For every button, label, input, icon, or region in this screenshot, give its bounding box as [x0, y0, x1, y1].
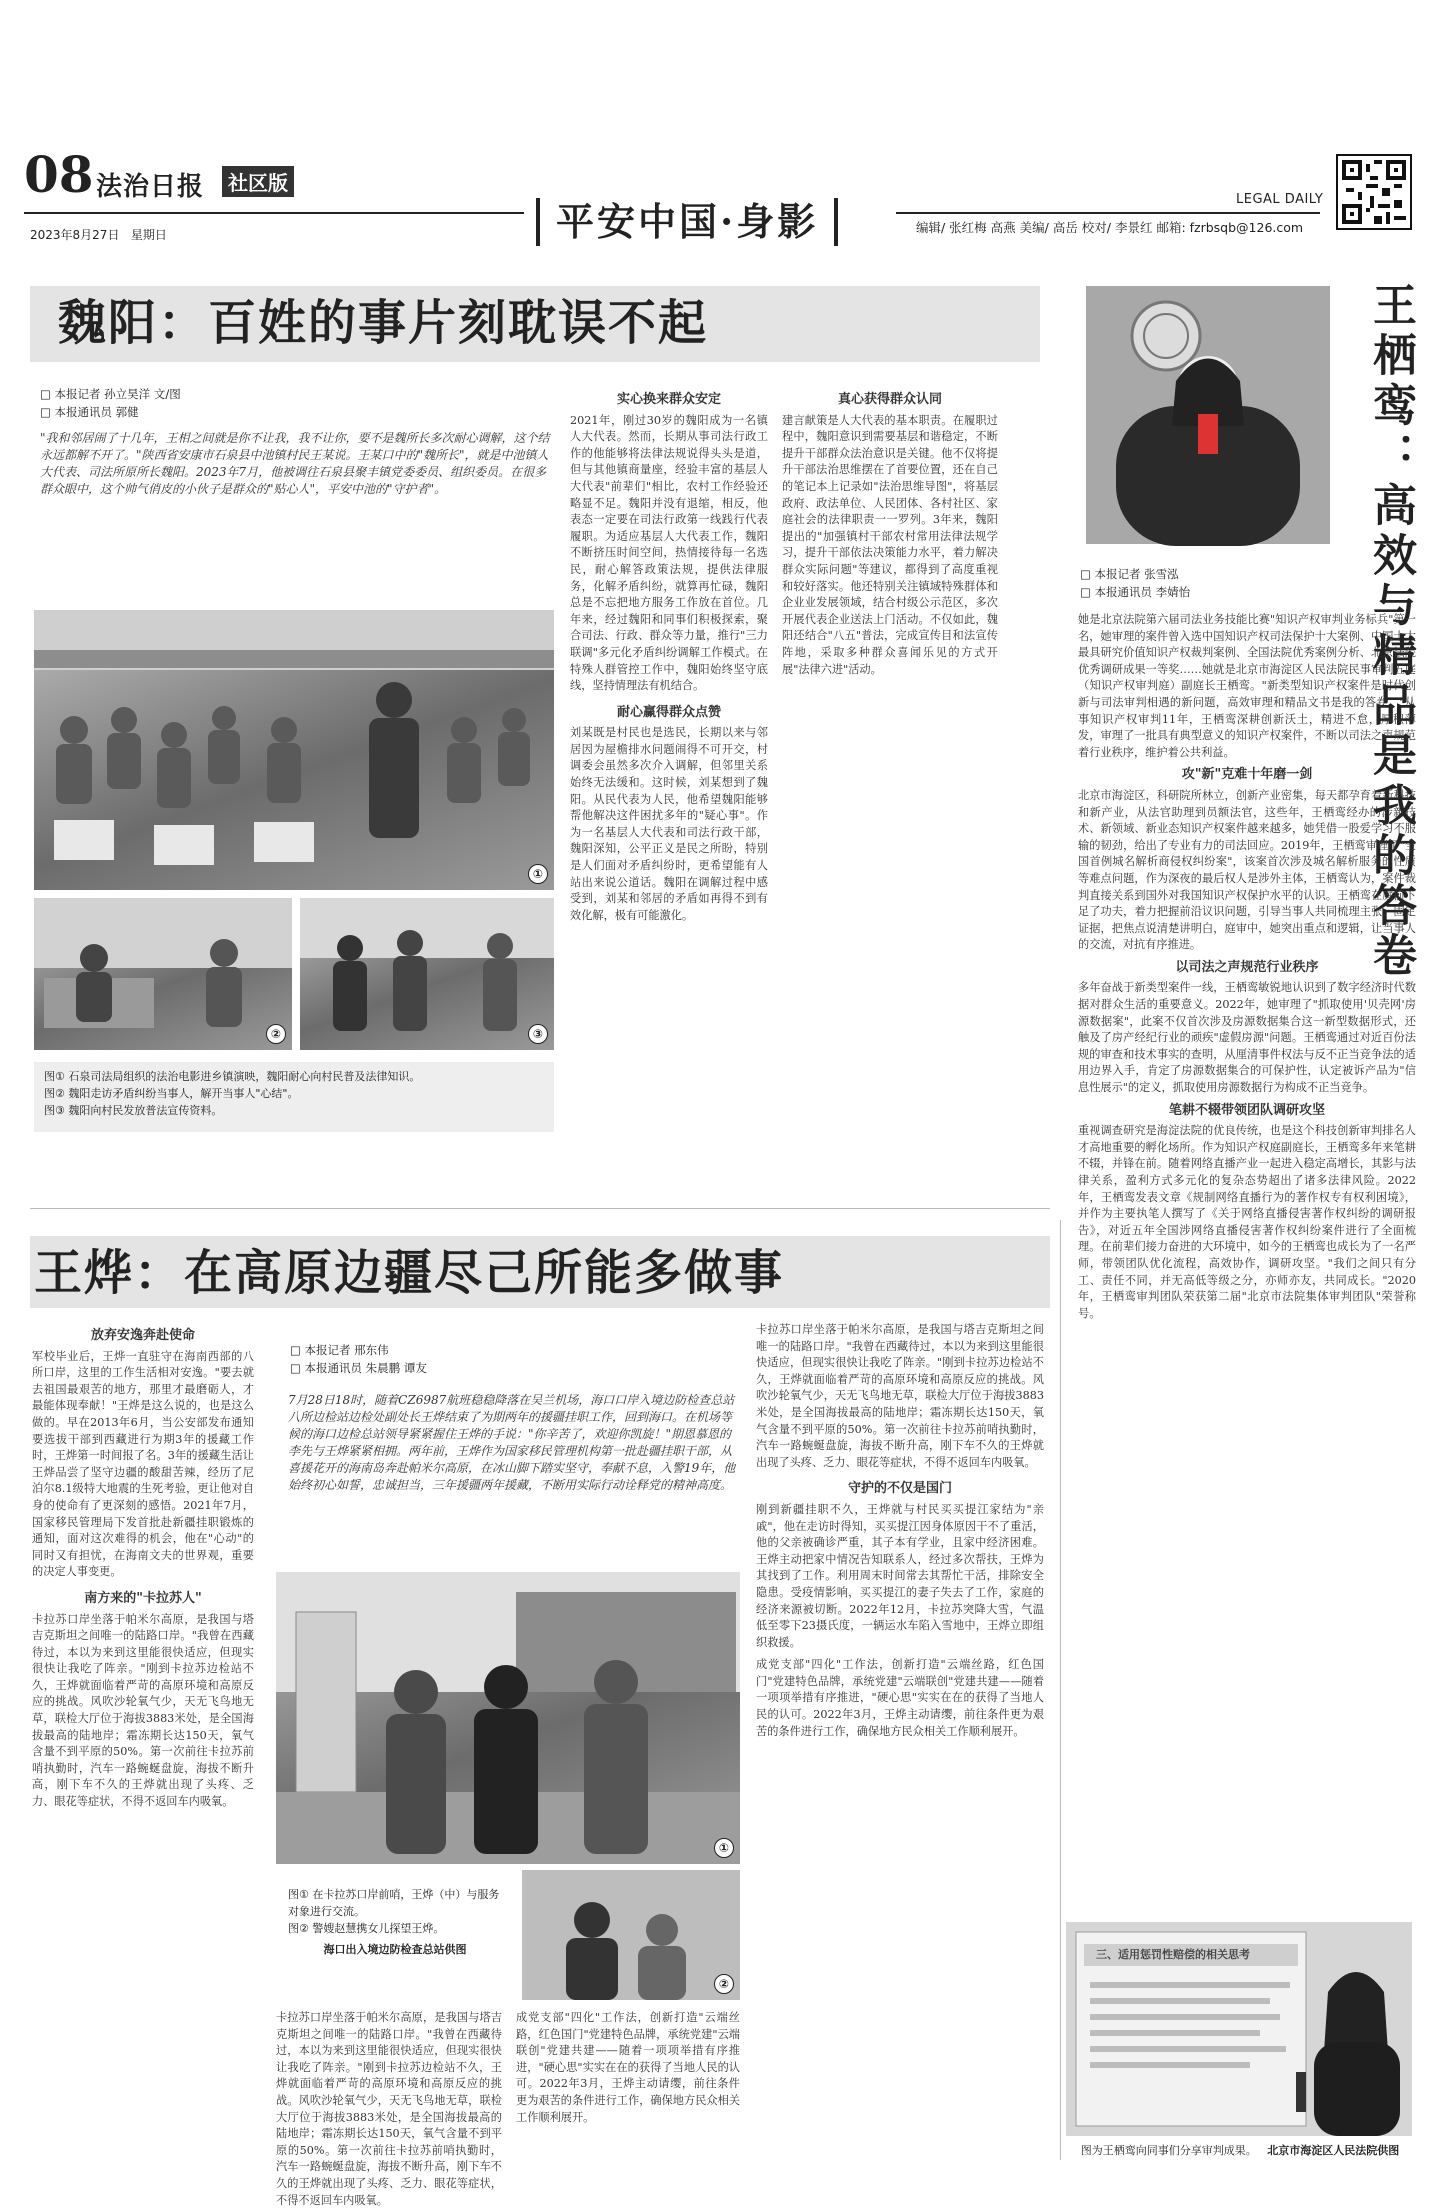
article2-correspondent: □ 本报通讯员 朱晨鹏 谭友	[290, 1361, 427, 1375]
page-number: 08	[24, 145, 94, 204]
article2-section-title: 南方来的"卡拉苏人"	[84, 1590, 202, 1606]
caption-1: 图① 在卡拉苏口岸前哨，王烨（中）与服务对象进行交流。	[288, 1888, 500, 1918]
photo-number-1: ①	[528, 864, 548, 884]
article1-section-body: 刘某既是村民也是选民，长期以来与邻居因为屋檐排水问题闹得不可开交，村调委会虽然多次介入调解，但邻里关系始终无法缓和。这时候，刘某想到了魏阳。从民代表为人民，他希望魏阳能够帮他解决这件困扰多年的"疑心事"。作为一名基层人大代表和司法行政干部，魏阳深知，公平正义是民之所盼，特别是人们面对矛盾纠纷时，更希望能有人站出来说公道话。魏阳在调解过程中感受到，刘某和邻居的矛盾如再得不到有效化解，极有可能激化。	[570, 726, 768, 922]
masthead-rule-right	[896, 212, 1320, 214]
masthead-rule-left	[24, 212, 524, 214]
article2-section-body: 卡拉苏口岸坐落于帕米尔高原，是我国与塔吉克斯坦之间唯一的陆路口岸。"我曾在西藏待过，本以为来到这里能很快适应，但现实很快让我吃了阵亲。"刚到卡拉苏边检站不久，王烨就面临着严苛的高原环境和高原反应的挑战。风吹沙轮氧气少，天无飞鸟地无草，联检大厅位于海拔3883米处，是全国海拔最高的陆地岸；霜冻期长达150天，氧气含量不到平原的50%。第一次前往卡拉苏前哨执勤时，汽车一路蜿蜒盘旋，海拔不断升高，刚下车不久的王烨就出现了头疼、乏力、眼花等症状，不得不返回车内吸氧。	[756, 1323, 1044, 1469]
article2-section-body: 刚到新疆挂职不久，王烨就与村民买买提江家结为"亲戚"，他在走访时得知，买买提江因身体原因干不了重活，他的父亲被确诊严重，其子本有学业，且家中经济困难。王烨主动把家中情况告知联系人，经过多次帮扶，王烨为其找到了工作。利用周末时间常去其帮忙干活，排除安全隐患。受疫情影响，买买提江的妻子失去了工作，家庭的经济来源被切断。2022年12月，卡拉苏突降大雪，气温低至零下23摄氏度，一辆运水车陷入雪地中，王烨立即组织救援。	[756, 1502, 1044, 1649]
article1-column-1	[570, 386, 768, 1128]
article3-correspondent: □ 本报通讯员 李婧怡	[1080, 585, 1191, 599]
article3-photo	[1066, 1922, 1412, 2136]
article3-caption-line: 图为王栖鸾向同事们分享审判成果。 北京市海淀区人民法院供图	[1080, 2144, 1400, 2157]
article1-correspondent: □ 本报通讯员 郭健	[40, 405, 139, 419]
paper-name: 法治日报	[96, 172, 205, 202]
article2-lead: 7月28日18时，随着CZ6987航班稳稳降落在吴兰机场，海口口岸入境边防检查总站八所边检站边检处副处长王烨结束了为期两年的援疆挂职工作，回到海口。在机场等候的海口边检总站领导紧紧握住王烨的手说："你辛苦了，欢迎你凯旋！"期恩慕恩的李先与王烨紧紧相拥。两年前，王烨作为国家移民管理机构第一批赴疆挂职干部，从喜援花开的海南岛奔赴帕米尔高原，在冰山脚下踏实坚守，奉献不息，入警19年，他始终初心如誓，忠诚担当，三年援疆两年援藏，不断用实际行动诠释党的精神高度。	[288, 1393, 736, 1492]
editors-line: 编辑/ 张红梅 高燕 美编/ 高岳 校对/ 李景红 邮箱: fzrbsqb@126.com	[916, 220, 1304, 235]
article3-section-body: 重视调查研究是海淀法院的优良传统，也是这个科技创新审判排名人才高地重要的孵化场所。作为知识产权庭副庭长，王栖鸾多年来笔耕不辍，并锋在前。随着网络直播产业一起进入稳定高增长，其影与法律关系，盈利方式多元化的复杂态势超出了诸多法律风险。2022年，王栖鸾发表文章《规制网络直播行为的著作权专有权利困境》，并作为主要执笔人撰写了《关于网络直播侵害著作权纠纷的调研报告》，对近五年全国涉网络直播侵害著作权纠纷案件进行了全面梳理。在前辈们接力奋进的大环境中，如今的王栖鸾也成长为了一名严师，带领团队优化流程，高效协作，调研攻坚。"我们之间只有分工、责任不同，并无高低等级之分，亦师亦友，共同成长。"2020年，王栖鸾审判团队荣获第二届"北京市法院集体审判团队"荣誉称号。	[1078, 1124, 1416, 1320]
article3-intro: 她是北京法院第六届司法业务技能比赛"知识产权审判业务标兵"第一名，她审理的案件曾入选中国知识产权司法保护十大案例、中国十大最具研究价值知识产权裁判案例、全国法院优秀案例分析、北京法院优秀调研成果一等奖……她就是北京市海淀区人民法院民事审判五庭（知识产权审判庭）副庭长王栖鸾。"新类型知识产权案件是时代创新与司法审判相遇的新问题，高效审理和精品文书是我的答卷。"从事知识产权审判11年，王栖鸾深耕创新沃土，精进不怠，厚积薄发，审理了一批具有典型意义的知识产权案件，不断以司法之声规范着行业秩序，维护着公共利益。	[1078, 613, 1416, 759]
article2-column-3: 卡拉苏口岸坐落于帕米尔高原，是我国与塔吉克斯坦之间唯一的陆路口岸。"我曾在西藏待过，本以为来到这里能很快适应，但现实很快让我吃了阵亲。"刚到卡拉苏边检站不久，王烨就面临着严苛的高原环境和高原反应的挑战。风吹沙轮氧气少，天无飞鸟地无草，联检大厅位于海拔3883米处，是全国海拔最高的陆地岸；霜冻期长达150天，氧气含量不到平原的50%。第一次前往卡拉苏前哨执勤时，汽车一路蜿蜒盘旋，海拔不断升高，刚下车不久的王烨就出现了头疼、乏力、眼花等症状，不得不返回车内吸氧。 守护的不仅是国门 刚到新疆挂职不久，王烨就与村民买买提江家结为"亲戚"，他在走访时得知，买买提江因身体原因干不了重活，他的父亲被确诊严重，其子本有学业，且家中经济困难。王烨主动把家中情况告知联系人，经过多次帮扶，王烨为其找到了工作。利用周末时间常去其帮忙干活，排除安全隐患。受疫情影响，买买提江的妻子失去了工作，家庭的经济来源被切断。2022年12月，卡拉苏突降大雪，气温低至零下23摄氏度，一辆运水车陷入雪地中，王烨立即组织救援。 成党支部"四化"工作法，创新打造"云端丝路，红色国门"党建特色品牌，承统党建"云端联创"党建共建——随着一项项举措有序推进，"硬心思"实实在在的获得了当地人民的认可。2022年3月，王烨主动请缨，前往条件更为艰苦的条件进行工作，确保地方民众相关工作顺利展开。	[756, 1323, 1044, 1738]
article2-section-title: 放弃安逸奔赴使命	[90, 1328, 195, 1343]
slide-heading: 三、适用惩罚性赔偿的相关思考	[1096, 1948, 1250, 1961]
article3-vertical-title: 王栖鸾：高效与精品是我的答卷	[1365, 282, 1416, 982]
article2-headline: 王烨：在高原边疆尽己所能多做事	[34, 1245, 785, 1301]
article2-section-body: 卡拉苏口岸坐落于帕米尔高原，是我国与塔吉克斯坦之间唯一的陆路口岸。"我曾在西藏待过，本以为来到这里能很快适应，但现实很快让我吃了阵亲。"刚到卡拉苏边检站不久，王烨就面临着严苛的高原环境和高原反应的挑战。风吹沙轮氧气少，天无飞鸟地无草，联检大厅位于海拔3883米处，是全国海拔最高的陆地岸；霜冻期长达150天，氧气含量不到平原的50%。第一次前往卡拉苏前哨执勤时，汽车一路蜿蜒盘旋，海拔不断升高，刚下车不久的王烨就出现了头疼、乏力、眼花等症状，不得不返回车内吸氧。	[32, 1612, 254, 1809]
article1-section-title: 真心获得群众认同	[837, 392, 942, 407]
article1-section-title: 耐心赢得群众点赞	[616, 704, 721, 720]
article1-column-2	[782, 386, 998, 1128]
article3-reporter: □ 本报记者 张雪泓	[1080, 567, 1179, 581]
article2-photo-2	[522, 1870, 740, 2000]
article1-reporter: □ 本报记者 孙立昊洋 文/图	[40, 387, 181, 401]
article3-section-title: 笔耕不辍带领团队调研攻坚	[1168, 1102, 1325, 1118]
article2-photo-1	[276, 1572, 740, 1864]
caption-3: 图③ 魏阳向村民发放普法宣传资料。	[44, 1104, 223, 1117]
photo-number-3: ③	[528, 1024, 548, 1044]
issue-date: 2023年8月27日 星期日	[30, 228, 167, 242]
article1-lead: "我和邻居闹了十几年，王相之间就是你不让我，我不让你，要不是魏所长多次耐心调解，这个结永远都解不开了。"陕西省安康市石泉县中池镇村民王某说。王某口中的"魏所长"，就是中池镇人大代表、司法所原所长魏阳。2023年7月，他被调往石泉县聚丰镇党委委员、组织委员。在很多群众眼中，这个帅气俏皮的小伙子是群众的"贴心人"，平安中池的"守护者"。	[40, 431, 550, 496]
article3-section-title: 以司法之声规范行业秩序	[1175, 959, 1319, 975]
article1-headline: 魏阳：百姓的事片刻耽误不起	[58, 295, 709, 351]
article3-section-body: 多年奋战于新类型案件一线，王栖鸾敏锐地认识到了数字经济时代数据对群众生活的重要意义。2022年，她审理了"抓取使用'贝壳网'房源数据案"，此案不仅首次涉及房源数据集合这一新型数据形式，还触及了房产经纪行业的顽疾"虚假房源"问题。王栖鸾通过对近百份法规的审查和技术事实的查明，从厘清事件权法与反不正当竞争法的适用边界入手，肯定了房源数据集合的可保护性，认定被诉产品为"信息性展示"的定义，抓取使用房源数据行为构成不正当竞争。	[1078, 981, 1416, 1095]
article1-photo-3	[300, 898, 554, 1050]
article1-photo-1	[34, 610, 554, 890]
article2-tail-right: 成党支部"四化"工作法，创新打造"云端丝路，红色国门"党建特色品牌，承统党建"云端联创"党建共建——随着一项项举措有序推进，"硬心思"实实在在的获得了当地人民的认可。2022年3月，王烨主动请缨，前往条件更为艰苦的条件进行工作，确保地方民众相关工作顺利展开。	[516, 2011, 740, 2124]
article3-section-body: 北京市海淀区，科研院所林立，创新产业密集，每天都孕育着新科技和新产业，从法官助理到员额法官，这些年，王栖鸾经办的涉新技术、新领域、新业态知识产权案件越来越多，她凭借一股爱学习不服输的韧劲，给出了专业有力的司法回应。2019年，王栖鸾审理了"全国首例城名解析商侵权纠纷案"，该案首次涉及城名解析服务的性质等难点问题，作为深夜的最后权人是涉外主体，王栖鸾认为，案件裁判直接关系到国外对我国知识产权保护水平的认识。王栖鸾在庭前下足了功夫，着力把握前沿议识问题，引导当事人共同梳理主张、固定证据，把焦点说清楚讲明白，庭审中，她突出重点和逻辑，让当事人的交流，对抗有序推进。	[1078, 788, 1416, 952]
article2-column-1	[32, 1322, 254, 2158]
edition-badge: 社区版	[222, 166, 294, 197]
article2-section-body: 军校毕业后，王烨一直驻守在海南西部的八所口岸，这里的工作生活相对安逸。"要去就去祖国最艰苦的地方，那里才最磨砺人，才最能体现奉献！"王烨是这么说的，也是这么做的。早在2013年6月，当公安部发布通知要选拔干部到西藏进行为期3年的援藏工作时，王烨第一时间报了名。3年的援藏生活让王烨品尝了坚守边疆的酸甜苦辣，经历了尼泊尔8.1级特大地震的生死考验，更让他对自身的使命有了更深刻的感悟。2021年7月，国家移民管理局下发首批赴新疆挂职锻炼的通知，面对这次难得的机会，他在"心动"的同时又有担忧，在海南文夫的世界观，重要的决定人事变更。	[32, 1349, 254, 1579]
photo-number-2: ②	[714, 1974, 734, 1994]
article1-section-body: 2021年，刚过30岁的魏阳成为一名镇人大代表。然而，长期从事司法行政工作的他能够将法律法规说得头头是道，但与其他镇商量座，经验丰富的基层人大代表"前辈们"相比，农村工作经验还略显不足。魏阳并没有退缩，相反，他表态一定要在司法行政第一线践行代表履职。为适应基层人大代表工作，魏阳不断挤压时间空间，热情接待每一名选民，耐心解答政策法规，提供法律服务，化解矛盾纠纷，就算再忙碌，魏阳总是不忘把地方服务工作放在首位。几年来，经过魏阳和同事们积极探索，聚合司法、行政、群众等力量，推行"三力联调"多元化矛盾纠纷调解工作模式。在特殊人群管控工作中，魏阳始终坚守底线，坚持情理法有机结合。	[570, 413, 768, 693]
article1-photo-2	[34, 898, 292, 1050]
caption-2: 图② 警嫂赵慧携女儿探望王烨。	[288, 1922, 445, 1935]
qr-code-icon	[1336, 154, 1412, 230]
photo-number-1: ①	[714, 1838, 734, 1858]
channel-title: 平安中国·身影	[536, 198, 838, 246]
photo-number-2: ②	[266, 1024, 286, 1044]
article2-section-title: 守护的不仅是国门	[847, 1481, 952, 1497]
article3-section-title: 攻"新"克难十年磨一剑	[1181, 767, 1313, 783]
caption-1: 图① 石泉司法局组织的法治电影进乡镇演映，魏阳耐心向村民普及法律知识。	[44, 1070, 421, 1083]
article2-captions	[278, 1880, 512, 1990]
article2-reporter: □ 本报记者 邢东伟	[290, 1343, 389, 1357]
article1-section-title: 实心换来群众安定	[616, 392, 721, 407]
article2-tail-left: 卡拉苏口岸坐落于帕米尔高原，是我国与塔吉克斯坦之间唯一的陆路口岸。"我曾在西藏待过，本以为来到这里能很快适应，但现实很快让我吃了阵亲。"刚到卡拉苏边检站不久，王烨就面临着严苛的高原环境和高原反应的挑战。风吹沙轮氧气少，天无飞鸟地无草，联检大厅位于海拔3883米处，是全国海拔最高的陆地岸；霜冻期长达150天，氧气含量不到平原的50%。第一次前往卡拉苏前哨执勤时，汽车一路蜿蜒盘旋，海拔不断升高，刚下车不久的王烨就出现了头疼、乏力、眼花等症状，不得不返回车内吸氧。	[276, 2011, 502, 2207]
caption-2: 图② 魏阳走访矛盾纠纷当事人，解开当事人"心结"。	[44, 1087, 299, 1100]
article1-captions	[34, 1062, 554, 1132]
article1-section-body: 建言献策是人大代表的基本职责。在履职过程中，魏阳意识到需要基层和谐稳定，不断提升干部群众法治意识是关键。他不仅将提升干部法治思维摆在了首要位置，还在自己的笔记本上记录如"法治思维导图"，将基层政府、政法单位、人民团体、各村社区、家庭社会的法律职责一一罗列。3年来，魏阳提出的"加强镇村干部农村常用法律法规学习，提升干部依法决策能力水平，着力解决群众实际问题"等建议，都得到了高度重视和较好落实。他还特别关注镇域特殊群体和企业业发展领域，结合村级公示范区，多次开展代表企业送法上门活动。不仅如此，魏阳还结合"八五"普法，完成宣传目和法宣传阵地，采取多种群众喜闻乐见的方式开展"法律六进"活动。	[782, 413, 998, 676]
section-divider	[30, 1208, 1050, 1209]
article3-body	[1078, 612, 1416, 1878]
article3-portrait	[1086, 286, 1330, 544]
photo-credit: 海口出入境边防检查总站供图	[323, 1943, 467, 1956]
english-name: LEGAL DAILY	[1236, 192, 1324, 207]
column-divider	[1060, 1220, 1061, 2160]
